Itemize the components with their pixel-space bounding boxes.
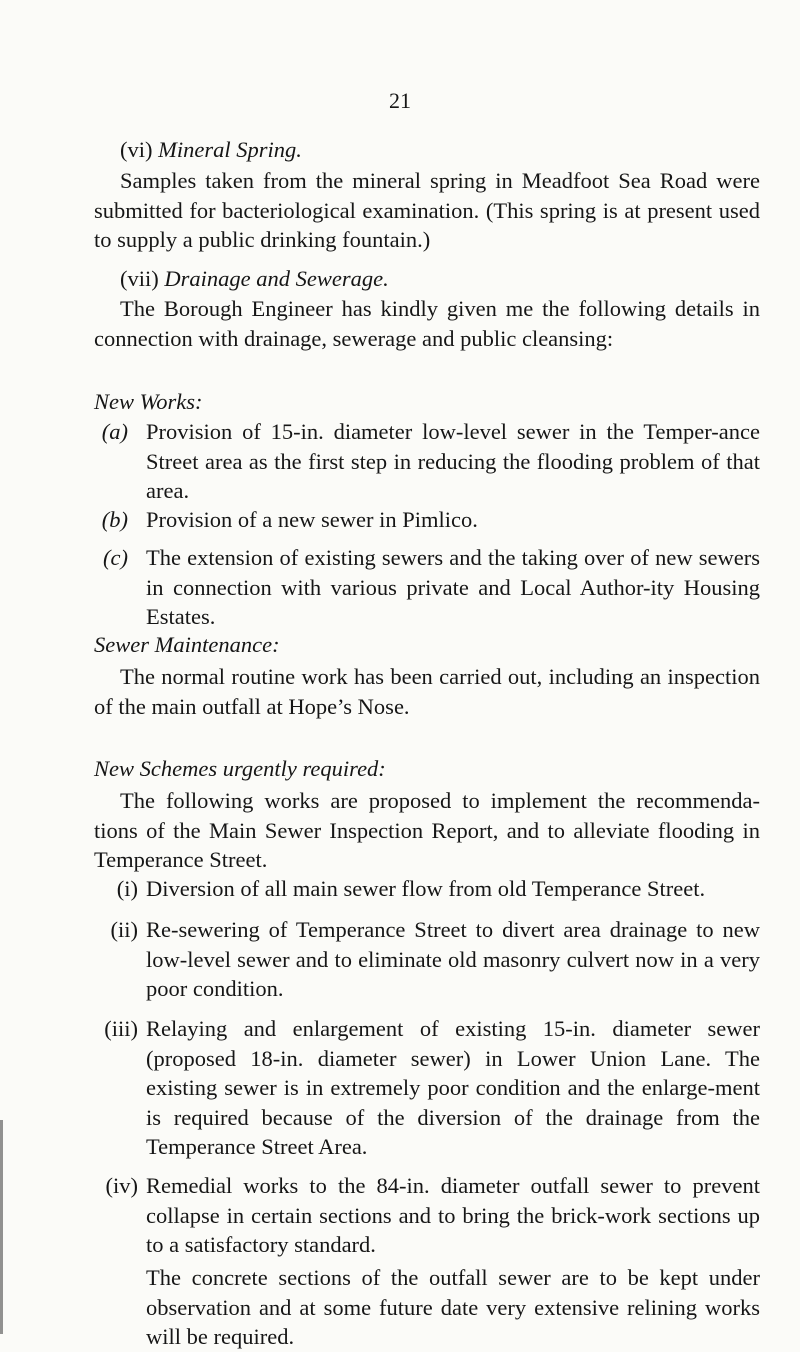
item-label: (ii) (110, 917, 138, 942)
drainage-body: The Borough Engineer has kindly given me the following details in connection with drainage, sewerage and public cleansing: (94, 296, 760, 351)
section-title: Mineral Spring. (158, 137, 302, 162)
mineral-spring-heading (94, 135, 760, 165)
item-text: Re-sewering of Temperance Street to divert area drainage to new low-level sewer and to eliminate old masonry culvert now in a very poor condition. (146, 917, 760, 1001)
page-number: 21 (389, 88, 411, 113)
section-title: Drainage and Sewerage. (164, 266, 389, 291)
new-schemes-intro: The following works are proposed to implement the recommenda-tions of the Main Sewer Inspection Report, and to alleviate flooding in Temperance Street. (94, 788, 760, 872)
section-label: (vii) (120, 266, 159, 291)
item-label: (iii) (104, 1016, 138, 1041)
sewer-maintenance-heading: Sewer Maintenance: (94, 632, 280, 657)
item-label: (i) (116, 876, 138, 901)
section-label: (vi) (120, 137, 153, 162)
item-label: (b) (101, 507, 128, 532)
page-edge-shadow (0, 1120, 3, 1334)
new-works-heading: New Works: (94, 389, 203, 414)
item-text: Provision of a new sewer in Pimlico. (146, 507, 478, 532)
new-schemes-heading: New Schemes urgently required: (94, 756, 386, 781)
item-text: The extension of existing sewers and the taking over of new sewers in connection with various private and Local Author-ity Housing Estates. (146, 545, 760, 629)
item-label: (iv) (105, 1173, 138, 1198)
item-text: Relaying and enlargement of existing 15-in. diameter sewer (proposed 18-in. diameter sewer) in Lower Union Lane. The existing sewer is in extremely poor condition and the enlarge-ment is required because of the diversion of the drainage from the Temperance Street Area. (146, 1016, 760, 1159)
item-text: Remedial works to the 84-in. diameter outfall sewer to prevent collapse in certain sections and to bring the brick-work sections up to a satisfactory standard. (146, 1173, 760, 1257)
item-label: (c) (103, 545, 128, 570)
drainage-heading (94, 264, 760, 294)
item-text: Provision of 15-in. diameter low-level sewer in the Temper-ance Street area as the first step in reducing the flooding problem of that area. (146, 419, 760, 503)
item-text: Diversion of all main sewer flow from old Temperance Street. (146, 876, 706, 901)
sewer-maintenance-body: The normal routine work has been carried out, including an inspection of the main outfall at Hope’s Nose. (94, 664, 760, 719)
mineral-spring-body: Samples taken from the mineral spring in Meadfoot Sea Road were submitted for bacteriological examination. (This spring is at present used to supply a public drinking fountain.) (94, 168, 760, 252)
item-label: (a) (101, 419, 128, 444)
closing-text: The concrete sections of the outfall sewer are to be kept under observation and at some future date very extensive relining works will be required. (146, 1265, 760, 1349)
